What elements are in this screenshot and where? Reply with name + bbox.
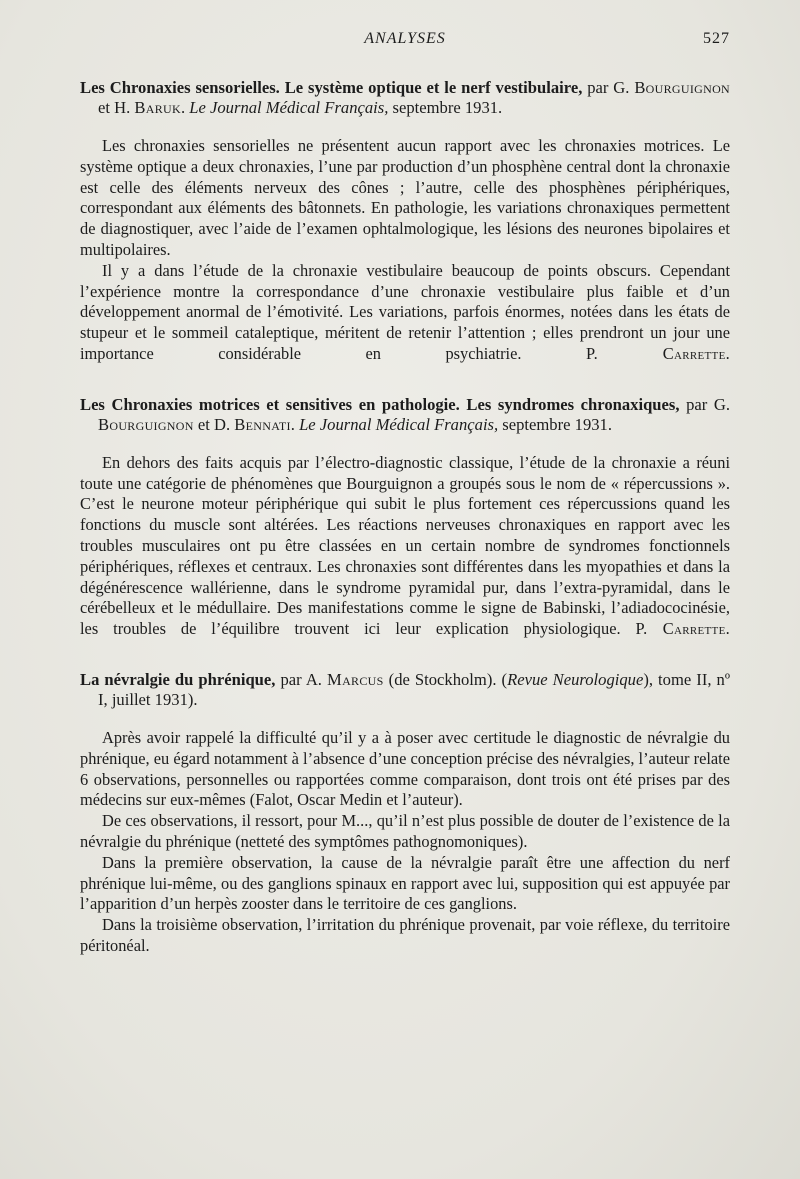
publication-date: septembre 1931.	[498, 414, 612, 434]
article-title: La névralgie du phrénique,	[80, 669, 276, 689]
author-name: Bourguignon	[98, 414, 194, 434]
reviewer-signature: P. Carrette.	[585, 343, 730, 363]
paragraph: De ces observations, il ressort, pour M..., qu’il n’est plus possible de douter de l’existence de la névralgie du phrénique (netteté des symptômes pathognomoniques).	[80, 811, 730, 851]
article-heading	[80, 78, 730, 118]
article-heading	[80, 670, 730, 710]
article-title: Les Chronaxies sensorielles. Le système optique et le nerf vestibulaire,	[80, 78, 583, 97]
author-name: Bourguignon	[634, 78, 731, 97]
paragraph-text: En dehors des faits acquis par l’électro-diagnostic classique, l’étude de la chronaxie a réuni toute une catégorie de phénomènes que Bourguignon a groupés sous le nom de « répercussions ». C’est le neurone moteur périphérique qui subit le plus fortement ces répercussions quand les fonctions du muscle sont altérées. Les réactions nerveuses chronaxiques en rapport avec les troubles musculaires ont pu être classées en un certain nombre de syndromes fonctionnels périphériques, réflexes et centraux. Les chronaxies sont différentes dans les myopathies et dans la dégénérescence wallérienne, dans le syndrome pyramidal pur, dans l’extra-pyramidal, dans le cérébelleux et le médullaire. Des manifestations comme le signe de Babinski, l’adiadococinésie, les troubles de l’équilibre trouvent ici leur explication physiologique.	[80, 452, 730, 639]
byline-separator: .	[180, 98, 190, 117]
running-head-title: ANALYSES	[364, 30, 446, 47]
paragraph-with-signature	[80, 453, 730, 640]
byline-prefix: par G.	[679, 394, 730, 414]
page-number: 527	[703, 30, 730, 47]
author-affiliation: (de Stockholm). (	[383, 669, 508, 689]
byline-conjunction: et D.	[193, 414, 235, 434]
byline-prefix: par G.	[582, 78, 635, 97]
article-nevralgie-phrenique	[80, 670, 730, 957]
journal-name: Le Journal Médical Français,	[189, 98, 389, 117]
journal-name: Le Journal Médical Français,	[299, 414, 499, 434]
byline-prefix: par A.	[275, 669, 328, 689]
publication-date: septembre 1931.	[388, 98, 503, 117]
paragraph-text: Il y a dans l’étude de la chronaxie vestibulaire beaucoup de points obscurs. Cependant l’expérience montre la correspondance d’une chronaxie vestibulaire plus faible et d’un développement anormal de l’émotivité. Les variations, parfois énormes, notées dans les états de stupeur et le sommeil cataleptique, méritent de retenir l’attention ; elles prendront un jour une importance considérable en psychiatrie.	[80, 260, 730, 363]
article-body	[80, 453, 730, 640]
paragraph: Après avoir rappelé la difficulté qu’il y a à poser avec certitude le diagnostic de névralgie du phrénique, eu égard notamment à l’absence d’une conception précise des névralgies, l’auteur relate 6 observations, personnelles ou rapportées comme comparaison, dont trois ont été prises par des médecins sur eux-mêmes (Falot, Oscar Medin et l’auteur).	[80, 727, 730, 810]
paragraph-with-signature	[80, 261, 730, 365]
article-body	[80, 728, 730, 957]
author-name: Marcus	[327, 669, 384, 689]
publication-date: ), tome II, nº I, juillet 1931).	[98, 669, 730, 709]
running-head	[80, 30, 730, 52]
paragraph: Dans la troisième observation, l’irritation du phrénique provenait, par voie réflexe, du territoire péritonéal.	[80, 915, 730, 955]
byline-separator: .	[290, 414, 300, 434]
reviewer-signature: P. Carrette.	[635, 619, 730, 639]
paragraph: Dans la première observation, la cause de la névralgie paraît être une affection du nerf phrénique lui-même, ou des ganglions spinaux en rapport avec lui, supposition qui est appuyée par l’apparition d’un herpès zooster dans le territoire de ces ganglions.	[80, 852, 730, 914]
article-body	[80, 136, 730, 365]
journal-name: Revue Neurologique	[507, 669, 644, 689]
paragraph: Les chronaxies sensorielles ne présentent aucun rapport avec les chronaxies motrices. Le système optique a deux chronaxies, l’une par production d’un phosphène central dont la chronaxie est celle des éléments nerveux des cônes ; l’autre, celle des phosphènes périphériques, correspondant aux éléments des bâtonnets. En pathologie, les variations chronaxiques permettent de diagnostiquer, avec l’aide de l’examen ophtalmologique, les lésions des neurones bipolaires et multipolaires.	[80, 136, 730, 259]
article-chronaxies-sensorielles	[80, 78, 730, 365]
article-title: Les Chronaxies motrices et sensitives en pathologie. Les syndromes chronaxiques,	[80, 394, 680, 414]
article-heading	[80, 395, 730, 435]
author-name: Baruk	[134, 98, 181, 117]
byline-conjunction: et H.	[98, 98, 135, 117]
article-chronaxies-motrices	[80, 395, 730, 640]
author-name: Bennati	[234, 414, 291, 434]
